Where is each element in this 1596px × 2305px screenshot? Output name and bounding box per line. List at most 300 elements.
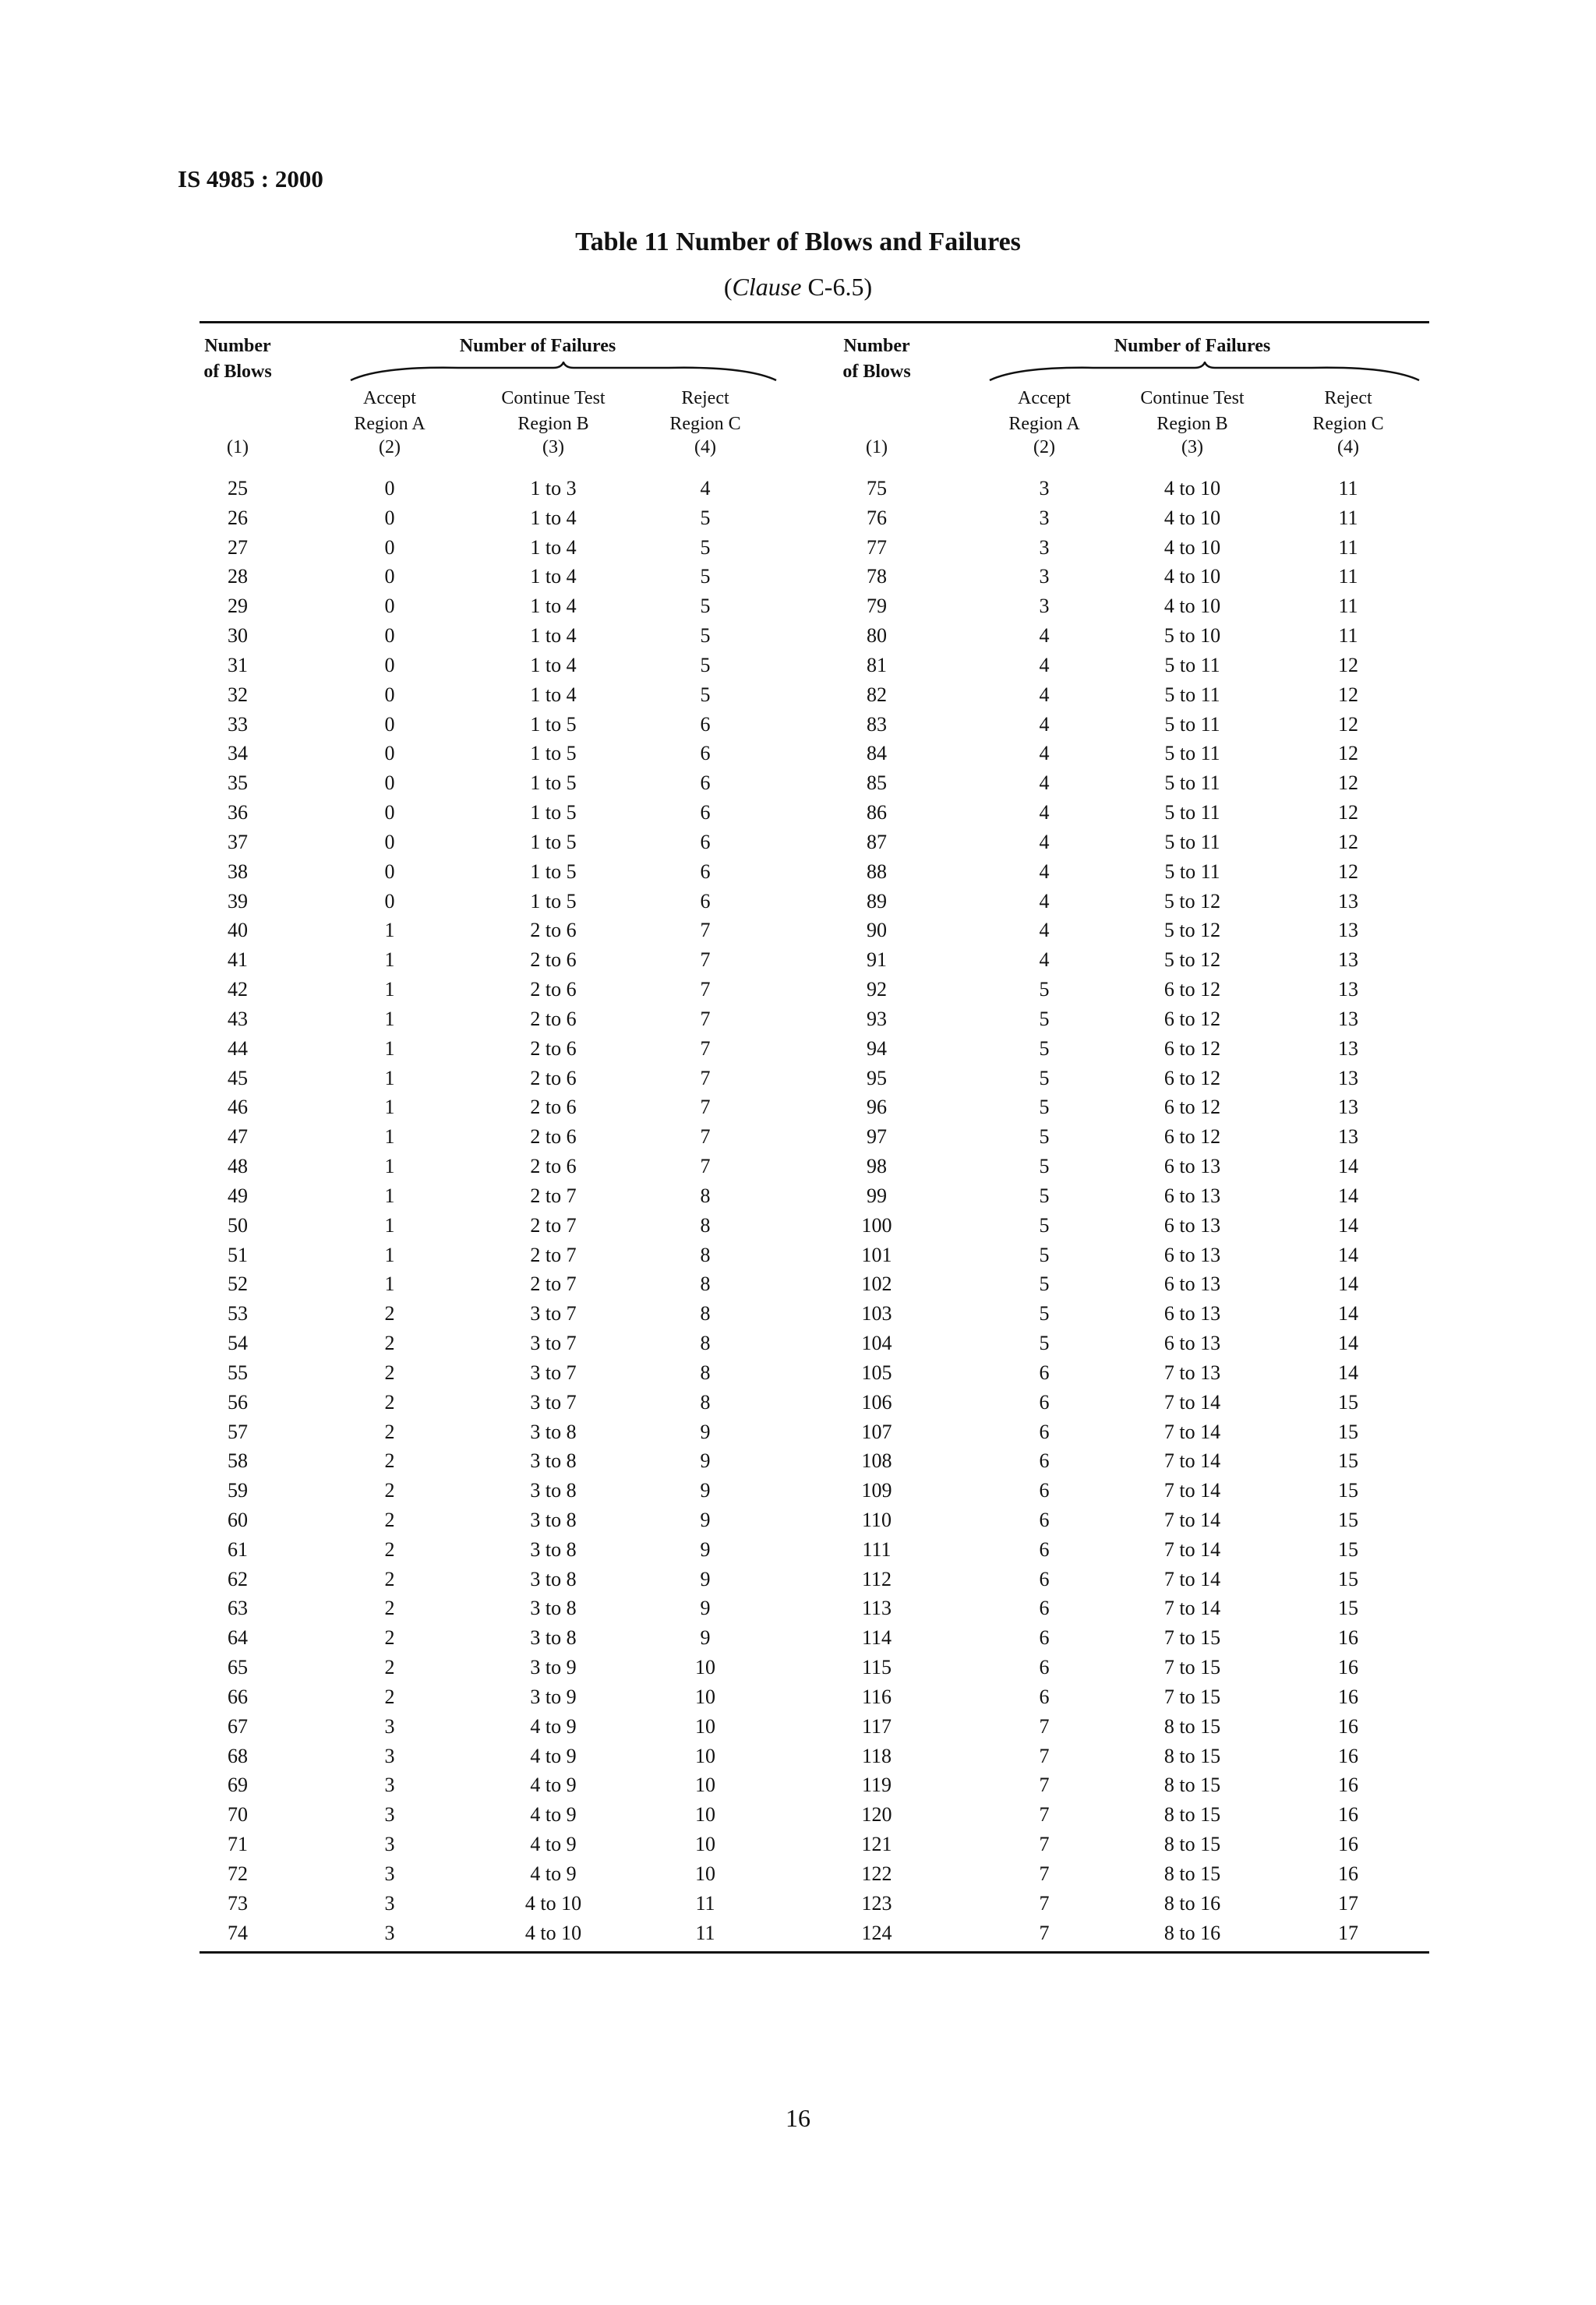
continue-cell: 1 to 4	[530, 624, 577, 648]
reject-cell: 5	[700, 653, 711, 676]
reject-cell: 14	[1338, 1155, 1358, 1178]
reject-cell: 9	[700, 1537, 711, 1561]
continue-cell: 3 to 7	[530, 1390, 577, 1414]
continue-cell: 5 to 11	[1164, 801, 1220, 824]
header-continue-left	[475, 386, 631, 437]
blows-cell: 79	[867, 595, 887, 618]
reject-cell: 5	[700, 624, 711, 648]
continue-cell: 2 to 7	[530, 1184, 577, 1207]
blows-cell: 64	[228, 1626, 248, 1650]
table-row	[200, 1594, 1429, 1623]
table-row	[200, 1476, 1429, 1505]
blows-cell: 49	[228, 1184, 248, 1207]
header-line: Number	[204, 336, 271, 356]
reject-cell: 10	[695, 1744, 715, 1767]
reject-cell: 14	[1338, 1213, 1358, 1237]
header-line: Region A	[354, 414, 425, 434]
reject-cell: 12	[1338, 801, 1358, 824]
reject-cell: 10	[695, 1774, 715, 1797]
accept-cell: 6	[1039, 1537, 1050, 1561]
accept-cell: 7	[1039, 1891, 1050, 1915]
colnum-2-left: (2)	[379, 437, 401, 457]
accept-cell: 0	[384, 477, 395, 499]
blows-cell: 42	[228, 978, 248, 1001]
table-row	[200, 1505, 1429, 1535]
accept-cell: 1	[384, 1066, 395, 1089]
blows-cell: 50	[228, 1213, 248, 1237]
reject-cell: 10	[695, 1656, 715, 1679]
reject-cell: 11	[695, 1891, 715, 1915]
continue-cell: 8 to 15	[1163, 1774, 1221, 1797]
accept-cell: 0	[384, 712, 395, 736]
blows-cell: 115	[861, 1656, 892, 1679]
reject-cell: 8	[700, 1184, 711, 1207]
blows-cell: 75	[867, 477, 887, 499]
continue-cell: 5 to 11	[1164, 683, 1220, 706]
continue-cell: 3 to 9	[530, 1685, 577, 1708]
blows-cell: 91	[867, 948, 887, 972]
blows-cell: 86	[867, 801, 887, 824]
accept-cell: 4	[1039, 771, 1050, 795]
reject-cell: 12	[1338, 830, 1358, 853]
reject-cell: 16	[1338, 1744, 1358, 1767]
reject-cell: 13	[1338, 889, 1358, 912]
table-row	[200, 945, 1429, 975]
continue-cell: 5 to 11	[1164, 860, 1220, 883]
blows-cell: 107	[861, 1420, 892, 1443]
table-row	[200, 1623, 1429, 1653]
reject-cell: 10	[695, 1714, 715, 1738]
blows-cell: 119	[861, 1774, 892, 1797]
table-row	[200, 1830, 1429, 1859]
reject-cell: 6	[700, 860, 711, 883]
accept-cell: 7	[1039, 1744, 1050, 1767]
continue-cell: 1 to 5	[530, 860, 577, 883]
blows-cell: 87	[867, 830, 887, 853]
accept-cell: 4	[1039, 683, 1050, 706]
continue-cell: 6 to 12	[1163, 978, 1221, 1001]
accept-cell: 2	[384, 1597, 395, 1620]
colnum-1-right: (1)	[866, 437, 888, 457]
blows-cell: 76	[867, 506, 887, 529]
reject-cell: 13	[1338, 1036, 1358, 1060]
blows-cell: 82	[867, 683, 887, 706]
reject-cell: 14	[1338, 1273, 1358, 1296]
blows-cell: 61	[228, 1537, 248, 1561]
reject-cell: 11	[1338, 506, 1358, 529]
table-row	[200, 1064, 1429, 1093]
continue-cell: 1 to 5	[530, 889, 577, 912]
blows-cell: 90	[867, 919, 887, 942]
accept-cell: 3	[1039, 535, 1050, 559]
table-row	[200, 1770, 1429, 1800]
accept-cell: 5	[1039, 1302, 1050, 1325]
continue-cell: 4 to 9	[530, 1862, 577, 1885]
reject-cell: 16	[1338, 1803, 1358, 1827]
accept-cell: 4	[1039, 712, 1050, 736]
blows-cell: 124	[861, 1921, 892, 1944]
reject-cell: 15	[1338, 1537, 1358, 1561]
header-line: Reject	[681, 388, 729, 408]
continue-cell: 8 to 15	[1163, 1803, 1221, 1827]
accept-cell: 0	[384, 889, 395, 912]
accept-cell: 0	[384, 506, 395, 529]
header-line: Reject	[1324, 388, 1372, 408]
blows-cell: 72	[228, 1862, 248, 1885]
reject-cell: 16	[1338, 1862, 1358, 1885]
continue-cell: 7 to 14	[1163, 1420, 1221, 1443]
reject-cell: 13	[1338, 978, 1358, 1001]
table-row	[200, 591, 1429, 621]
blows-cell: 74	[228, 1921, 248, 1944]
accept-cell: 1	[384, 1184, 395, 1207]
continue-cell: 4 to 9	[530, 1833, 577, 1856]
reject-cell: 14	[1338, 1184, 1358, 1207]
header-line: Region C	[1312, 414, 1384, 434]
continue-cell: 2 to 7	[530, 1243, 577, 1266]
blows-cell: 67	[228, 1714, 248, 1738]
continue-cell: 8 to 15	[1163, 1833, 1221, 1856]
accept-cell: 2	[384, 1508, 395, 1531]
table-row	[200, 1329, 1429, 1358]
continue-cell: 7 to 14	[1163, 1567, 1221, 1590]
accept-cell: 1	[384, 978, 395, 1001]
reject-cell: 16	[1338, 1833, 1358, 1856]
accept-cell: 2	[384, 1449, 395, 1473]
accept-cell: 4	[1039, 624, 1050, 648]
continue-cell: 1 to 4	[530, 506, 577, 529]
reject-cell: 5	[700, 535, 711, 559]
header-line: Continue Test	[1140, 388, 1245, 408]
accept-cell: 4	[1039, 830, 1050, 853]
table-row	[200, 1358, 1429, 1388]
reject-cell: 6	[700, 771, 711, 795]
accept-cell: 5	[1039, 1007, 1050, 1030]
accept-cell: 0	[384, 624, 395, 648]
header-line: of Blows	[203, 362, 272, 382]
continue-cell: 6 to 13	[1163, 1332, 1221, 1355]
reject-cell: 8	[700, 1213, 711, 1237]
table-row	[200, 916, 1429, 945]
accept-cell: 5	[1039, 1096, 1050, 1119]
accept-cell: 5	[1039, 1036, 1050, 1060]
accept-cell: 6	[1039, 1685, 1050, 1708]
reject-cell: 8	[700, 1390, 711, 1414]
continue-cell: 6 to 12	[1163, 1036, 1221, 1060]
reject-cell: 16	[1338, 1626, 1358, 1650]
continue-cell: 2 to 7	[530, 1213, 577, 1237]
reject-cell: 15	[1338, 1508, 1358, 1531]
table-row	[200, 1299, 1429, 1329]
table-row	[200, 828, 1429, 857]
accept-cell: 3	[384, 1862, 395, 1885]
blows-cell: 41	[228, 948, 248, 972]
blows-cell: 68	[228, 1744, 248, 1767]
continue-cell: 4 to 9	[530, 1803, 577, 1827]
accept-cell: 7	[1039, 1774, 1050, 1797]
table-row	[200, 1535, 1429, 1565]
accept-cell: 1	[384, 1125, 395, 1149]
reject-cell: 11	[1338, 595, 1358, 618]
continue-cell: 4 to 9	[530, 1714, 577, 1738]
reject-cell: 16	[1338, 1685, 1358, 1708]
continue-cell: 6 to 12	[1163, 1066, 1221, 1089]
reject-cell: 7	[700, 1007, 711, 1030]
blows-cell: 70	[228, 1803, 248, 1827]
blows-cell: 81	[867, 653, 887, 676]
blows-cell: 51	[228, 1243, 248, 1266]
reject-cell: 13	[1338, 1007, 1358, 1030]
accept-cell: 6	[1039, 1597, 1050, 1620]
header-line: Accept	[363, 388, 416, 408]
reject-cell: 10	[695, 1685, 715, 1708]
blows-cell: 46	[228, 1096, 248, 1119]
continue-cell: 3 to 9	[530, 1656, 577, 1679]
blows-cell: 97	[867, 1125, 887, 1149]
accept-cell: 2	[384, 1332, 395, 1355]
reject-cell: 12	[1338, 771, 1358, 795]
reject-cell: 13	[1338, 1066, 1358, 1089]
continue-cell: 2 to 6	[530, 978, 577, 1001]
continue-cell: 2 to 6	[530, 948, 577, 972]
colnum-4-right: (4)	[1337, 437, 1359, 457]
reject-cell: 11	[695, 1921, 715, 1944]
blows-cell: 100	[861, 1213, 892, 1237]
table-row	[200, 474, 1429, 503]
colnum-3-right: (3)	[1181, 437, 1203, 457]
continue-cell: 3 to 7	[530, 1332, 577, 1355]
accept-cell: 4	[1039, 948, 1050, 972]
continue-cell: 1 to 4	[530, 653, 577, 676]
accept-cell: 3	[1039, 565, 1050, 588]
continue-cell: 7 to 14	[1163, 1390, 1221, 1414]
accept-cell: 4	[1039, 889, 1050, 912]
reject-cell: 12	[1338, 653, 1358, 676]
reject-cell: 12	[1338, 742, 1358, 765]
reject-cell: 12	[1338, 683, 1358, 706]
reject-cell: 11	[1338, 565, 1358, 588]
accept-cell: 3	[384, 1774, 395, 1797]
continue-cell: 3 to 8	[530, 1597, 577, 1620]
continue-cell: 1 to 5	[530, 712, 577, 736]
blows-cell: 37	[228, 830, 248, 853]
header-number-of-blows-left	[187, 334, 288, 385]
clause-reference: (Clause C-6.5)	[723, 273, 873, 301]
header-line: Number	[843, 336, 910, 356]
header-line: of Blows	[842, 362, 911, 382]
blows-cell: 114	[861, 1626, 892, 1650]
continue-cell: 5 to 11	[1164, 742, 1220, 765]
reject-cell: 13	[1338, 1096, 1358, 1119]
continue-cell: 4 to 9	[530, 1744, 577, 1767]
reject-cell: 10	[695, 1803, 715, 1827]
continue-cell: 2 to 6	[530, 1096, 577, 1119]
accept-cell: 0	[384, 742, 395, 765]
blows-cell: 60	[228, 1508, 248, 1531]
reject-cell: 16	[1338, 1774, 1358, 1797]
blows-cell: 27	[228, 535, 248, 559]
blows-cell: 121	[861, 1833, 892, 1856]
continue-cell: 7 to 14	[1163, 1537, 1221, 1561]
reject-cell: 13	[1338, 948, 1358, 972]
accept-cell: 3	[1039, 506, 1050, 529]
accept-cell: 0	[384, 535, 395, 559]
continue-cell: 3 to 7	[530, 1302, 577, 1325]
accept-cell: 3	[384, 1714, 395, 1738]
accept-cell: 3	[384, 1833, 395, 1856]
blows-cell: 101	[861, 1243, 892, 1266]
accept-cell: 6	[1039, 1567, 1050, 1590]
continue-cell: 1 to 5	[530, 742, 577, 765]
blows-cell: 66	[228, 1685, 248, 1708]
continue-cell: 1 to 3	[530, 477, 577, 499]
continue-cell: 5 to 12	[1163, 948, 1221, 972]
accept-cell: 3	[384, 1921, 395, 1944]
blows-cell: 77	[867, 535, 887, 559]
accept-cell: 6	[1039, 1656, 1050, 1679]
reject-cell: 14	[1338, 1302, 1358, 1325]
continue-cell: 3 to 8	[530, 1626, 577, 1650]
continue-cell: 2 to 6	[530, 919, 577, 942]
table-row	[200, 1122, 1429, 1152]
table-row	[200, 1742, 1429, 1771]
accept-cell: 3	[384, 1803, 395, 1827]
header-accept-right	[990, 386, 1099, 437]
reject-cell: 15	[1338, 1567, 1358, 1590]
accept-cell: 5	[1039, 978, 1050, 1001]
accept-cell: 6	[1039, 1508, 1050, 1531]
accept-cell: 0	[384, 653, 395, 676]
header-number-of-blows-right	[826, 334, 927, 385]
blows-cell: 39	[228, 889, 248, 912]
reject-cell: 7	[700, 978, 711, 1001]
accept-cell: 1	[384, 1243, 395, 1266]
blows-cell: 104	[861, 1332, 892, 1355]
blows-cell: 93	[867, 1007, 887, 1030]
blows-cell: 52	[228, 1273, 248, 1296]
reject-cell: 9	[700, 1479, 711, 1502]
table-row	[200, 503, 1429, 533]
reject-cell: 14	[1338, 1332, 1358, 1355]
reject-cell: 11	[1338, 535, 1358, 559]
continue-cell: 3 to 8	[530, 1567, 577, 1590]
header-brace-left	[349, 362, 778, 382]
accept-cell: 2	[384, 1390, 395, 1414]
table-row	[200, 1859, 1429, 1889]
blows-cell: 102	[861, 1273, 892, 1296]
header-line: Region B	[517, 414, 589, 434]
blows-cell: 29	[228, 595, 248, 618]
blows-cell: 89	[867, 889, 887, 912]
header-line: Continue Test	[501, 388, 606, 408]
reject-cell: 5	[700, 595, 711, 618]
blows-cell: 88	[867, 860, 887, 883]
blows-cell: 26	[228, 506, 248, 529]
accept-cell: 2	[384, 1302, 395, 1325]
continue-cell: 3 to 7	[530, 1361, 577, 1384]
continue-cell: 5 to 10	[1163, 624, 1221, 648]
accept-cell: 0	[384, 830, 395, 853]
reject-cell: 6	[700, 742, 711, 765]
continue-cell: 3 to 8	[530, 1508, 577, 1531]
continue-cell: 6 to 13	[1163, 1213, 1221, 1237]
continue-cell: 6 to 13	[1163, 1184, 1221, 1207]
continue-cell: 7 to 14	[1163, 1479, 1221, 1502]
table-row	[200, 1004, 1429, 1034]
header-reject-right	[1294, 386, 1403, 437]
blows-cell: 55	[228, 1361, 248, 1384]
accept-cell: 1	[384, 1036, 395, 1060]
blows-cell: 105	[861, 1361, 892, 1384]
table-row	[200, 1034, 1429, 1064]
reject-cell: 5	[700, 565, 711, 588]
blows-cell: 73	[228, 1891, 248, 1915]
blows-cell: 34	[228, 742, 248, 765]
blows-cell: 59	[228, 1479, 248, 1502]
header-line: Accept	[1018, 388, 1071, 408]
continue-cell: 5 to 12	[1163, 919, 1221, 942]
accept-cell: 0	[384, 595, 395, 618]
accept-cell: 0	[384, 860, 395, 883]
accept-cell: 1	[384, 1007, 395, 1030]
continue-cell: 4 to 10	[1163, 535, 1221, 559]
reject-cell: 10	[695, 1833, 715, 1856]
continue-cell: 5 to 11	[1164, 712, 1220, 736]
continue-cell: 3 to 8	[530, 1449, 577, 1473]
clause-number: C-6.5	[807, 273, 864, 301]
accept-cell: 6	[1039, 1479, 1050, 1502]
blows-cell: 85	[867, 771, 887, 795]
reject-cell: 7	[700, 948, 711, 972]
accept-cell: 1	[384, 919, 395, 942]
continue-cell: 5 to 12	[1163, 889, 1221, 912]
blows-cell: 33	[228, 712, 248, 736]
table-row	[200, 533, 1429, 563]
blows-cell: 25	[228, 477, 248, 499]
continue-cell: 6 to 13	[1163, 1302, 1221, 1325]
blows-cell: 98	[867, 1155, 887, 1178]
header-brace-right	[988, 362, 1421, 382]
continue-cell: 6 to 13	[1163, 1243, 1221, 1266]
blows-cell: 99	[867, 1184, 887, 1207]
accept-cell: 2	[384, 1567, 395, 1590]
continue-cell: 2 to 6	[530, 1125, 577, 1149]
accept-cell: 0	[384, 771, 395, 795]
continue-cell: 1 to 4	[530, 565, 577, 588]
accept-cell: 7	[1039, 1833, 1050, 1856]
blows-cell: 63	[228, 1597, 248, 1620]
table-body	[200, 474, 1429, 1947]
table-row	[200, 1565, 1429, 1594]
blows-cell: 113	[861, 1597, 892, 1620]
reject-cell: 14	[1338, 1243, 1358, 1266]
blows-cell: 58	[228, 1449, 248, 1473]
reject-cell: 16	[1338, 1656, 1358, 1679]
blows-cell: 38	[228, 860, 248, 883]
accept-cell: 5	[1039, 1243, 1050, 1266]
accept-cell: 5	[1039, 1125, 1050, 1149]
reject-cell: 9	[700, 1597, 711, 1620]
continue-cell: 7 to 15	[1163, 1656, 1221, 1679]
continue-cell: 4 to 10	[1163, 595, 1221, 618]
accept-cell: 2	[384, 1420, 395, 1443]
table-row	[200, 887, 1429, 916]
table-row	[200, 1417, 1429, 1447]
accept-cell: 4	[1039, 742, 1050, 765]
reject-cell: 5	[700, 506, 711, 529]
reject-cell: 8	[700, 1302, 711, 1325]
table-row	[200, 1653, 1429, 1682]
